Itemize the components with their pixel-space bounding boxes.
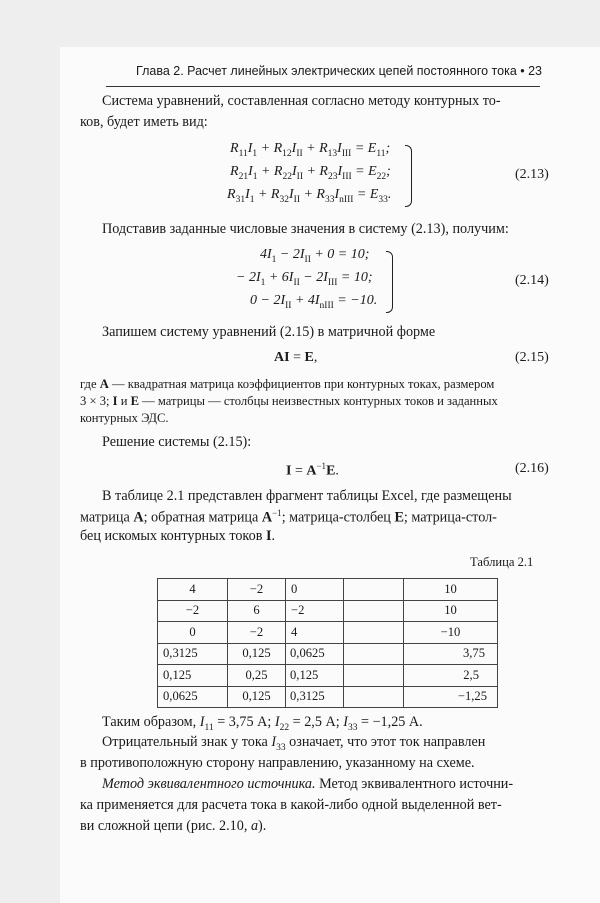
equation-2-14-row-3: $0 - 2I_{II} + 4I_{nIII} = -10$. — [250, 293, 378, 311]
table-cell: −2 — [228, 622, 286, 644]
running-header: Глава 2. Расчет линейных электрических цепей постоянного тока • 23 — [136, 64, 542, 78]
equation-2-14-number: (2.14) — [515, 273, 549, 288]
table-row — [158, 665, 498, 687]
table-cell: 0,125 — [228, 686, 286, 708]
paragraph-8-line-2: ка применяется для расчета тока в какой-либо одной выделенной вет- — [80, 797, 502, 813]
table-row — [158, 622, 498, 644]
table-row — [158, 600, 498, 622]
paragraph-8-line-3: ви сложной цепи (рис. 2.10, а). — [80, 818, 267, 834]
equation-2-13-brace — [405, 145, 412, 207]
table-row — [158, 686, 498, 708]
equation-2-15-number: (2.15) — [515, 350, 549, 365]
table-cell: 6 — [228, 600, 286, 622]
table-cell: 0,25 — [228, 665, 286, 687]
table-cell: 0,125 — [286, 665, 344, 687]
paragraph-2: Подставив заданные числовые значения в систему (2.13), получим: — [102, 221, 509, 237]
table-row — [158, 643, 498, 665]
note-line-2: 3 × 3; I и E — матрицы — столбцы неизвестных контурных токов и заданных — [80, 394, 498, 408]
paragraph-8-line-1 — [102, 776, 513, 793]
equation-2-14-row-1: $4I_1 - 2I_{II} + 0 = 10$; — [260, 247, 370, 265]
table-cell: 0 — [286, 579, 344, 601]
paragraph-5-line-3: бец искомых контурных токов I. — [80, 528, 276, 544]
table-cell: 10 — [404, 600, 498, 622]
equation-2-16: $I = A^{-1}E$. — [286, 461, 339, 479]
table-cell: 0,3125 — [158, 643, 228, 665]
table-cell: 0,3125 — [286, 686, 344, 708]
table-cell: 0,125 — [158, 665, 228, 687]
note-line-3: контурных ЭДС. — [80, 411, 169, 425]
equation-2-13-row-2: $R_{21}I_1 + R_{22}I_{II} + R_{23}I_{III} = E_{22}$; — [230, 164, 391, 182]
formula-text-source — [0, 0, 1, 1]
paragraph-3: Запишем систему уравнений (2.15) в матричной форме — [102, 324, 436, 340]
table-cell: 10 — [404, 579, 498, 601]
header-rule — [106, 86, 540, 87]
eq-2-13-row-1-text — [0, 0, 1, 1]
paragraph-5-line-2: матрица A; обратная матрица $A^{-1}$; матрица-столбец E; матрица-стол- — [80, 508, 497, 526]
excel-table — [157, 578, 498, 708]
equation-2-15: AI = E, — [274, 350, 318, 365]
paragraph-1-line-1: Система уравнений, составленная согласно методу контурных то- — [102, 93, 501, 109]
table-cell: 3,75 — [404, 643, 498, 665]
table-cell: 0,0625 — [158, 686, 228, 708]
note-line-1: где A — квадратная матрица коэффициентов при контурных токах, размером — [80, 377, 495, 391]
table-cell: −1,25 — [404, 686, 498, 708]
table-row — [158, 579, 498, 601]
table-cell: 0,0625 — [286, 643, 344, 665]
paragraph-6: Таким образом, $I_{11} = 3,75$ А; $I_{22} = 2,5$ А; $I_{33} = -1,25$ А. — [102, 714, 423, 733]
paragraph-8-line-1-rest: Метод эквивалентного источни- — [315, 776, 514, 792]
table-cell — [344, 579, 404, 601]
table-cell: 4 — [286, 622, 344, 644]
method-heading: Метод эквивалентного источника. — [102, 776, 316, 792]
paragraph-5-line-1: В таблице 2.1 представлен фрагмент таблицы Excel, где размещены — [102, 488, 512, 504]
table-cell: 4 — [158, 579, 228, 601]
paragraph-4: Решение системы (2.15): — [102, 434, 252, 450]
table-cell — [344, 686, 404, 708]
equation-2-13-row-3: $R_{31}I_1 + R_{32}I_{II} + R_{33}I_{nIII} = E_{33}$. — [227, 187, 392, 205]
equation-2-16-number: (2.16) — [515, 461, 549, 476]
table-cell — [344, 600, 404, 622]
table-cell: 2,5 — [404, 665, 498, 687]
table-cell — [344, 643, 404, 665]
equation-2-14-row-2: − $2I_1 + 6I_{II} - 2I_{III} = 10$; — [236, 270, 373, 288]
table-caption: Таблица 2.1 — [470, 555, 534, 569]
table-cell — [344, 665, 404, 687]
table-cell: −10 — [404, 622, 498, 644]
paragraph-7-line-1: Отрицательный знак у тока $I_{33}$ означает, что этот ток направлен — [102, 734, 486, 753]
table-cell: −2 — [158, 600, 228, 622]
equation-2-14-brace — [386, 251, 393, 313]
table-cell: 0 — [158, 622, 228, 644]
equation-2-13-row-1: $R_{11}I_1 + R_{12}I_{II} + R_{13}I_{III} = E_{11}$; — [230, 141, 391, 159]
table-cell: −2 — [286, 600, 344, 622]
table-cell: 0,125 — [228, 643, 286, 665]
table-cell: −2 — [228, 579, 286, 601]
equation-2-13-number: (2.13) — [515, 167, 549, 182]
table-cell — [344, 622, 404, 644]
paragraph-1-line-2: ков, будет иметь вид: — [80, 114, 208, 130]
paragraph-7-line-2: в противоположную сторону направлению, указанному на схеме. — [80, 755, 475, 771]
